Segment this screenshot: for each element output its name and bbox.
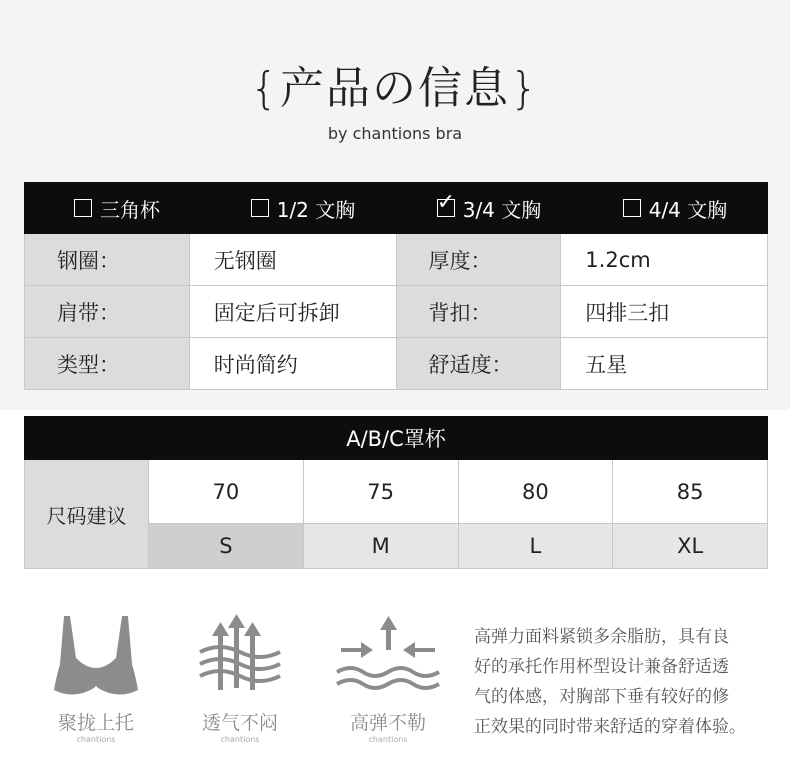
info-label: 厚度： [397, 234, 562, 286]
feature-name: 高弹不勒 [349, 712, 426, 734]
elastic-icon [333, 612, 443, 702]
size-column [149, 460, 304, 569]
cup-option-half[interactable] [210, 182, 396, 234]
size-row-label: 尺码建议 [25, 460, 149, 569]
info-value: 五星 [561, 338, 768, 390]
cup-option-label: 三角杯 [100, 197, 160, 222]
page-subtitle: by chantions bra [327, 124, 463, 143]
band-size: 85 [613, 460, 768, 524]
size-column [304, 460, 459, 569]
breathable-icon [190, 612, 290, 702]
feature-lift [36, 612, 156, 744]
info-label: 钢圈： [25, 234, 190, 286]
description-line: 正效果的同时带来舒适的穿着体验。 [474, 717, 746, 737]
checkbox-icon [251, 199, 269, 217]
info-value: 无钢圈 [190, 234, 397, 286]
feature-brand: chantions [76, 735, 116, 744]
feature-name: 聚拢上托 [57, 712, 134, 734]
letter-size: L [459, 524, 614, 569]
info-label: 肩带： [25, 286, 190, 338]
size-table-header: A/B/C罩杯 [24, 416, 768, 460]
cup-option-label: 1/2 文胸 [276, 197, 356, 222]
info-row [24, 234, 768, 286]
cup-option-triangle[interactable] [24, 182, 210, 234]
info-label: 背扣： [397, 286, 562, 338]
size-column [459, 460, 614, 569]
cup-option-full[interactable] [582, 182, 768, 234]
cup-option-three-quarter[interactable] [396, 182, 582, 234]
band-size: 70 [149, 460, 304, 524]
description-line: 高弹力面料紧锁多余脂肪，具有良 [474, 627, 729, 647]
cup-type-row [24, 182, 768, 234]
info-value: 时尚简约 [190, 338, 397, 390]
info-row [24, 286, 768, 338]
bra-icon [46, 612, 146, 702]
info-row [24, 338, 768, 390]
band-size: 80 [459, 460, 614, 524]
letter-size: XL [613, 524, 768, 569]
size-column [613, 460, 768, 569]
checkbox-icon [74, 199, 92, 217]
product-description [474, 622, 774, 742]
description-line: 好的承托作用杯型设计兼备舒适透 [474, 657, 729, 677]
size-table-body [24, 460, 768, 569]
size-table [24, 416, 768, 569]
band-size: 75 [304, 460, 459, 524]
feature-breathable [180, 612, 300, 744]
checkbox-icon [623, 199, 641, 217]
info-value: 1.2cm [561, 234, 768, 286]
info-value: 固定后可拆卸 [190, 286, 397, 338]
letter-size: S [149, 524, 304, 569]
cup-option-label: 3/4 文胸 [462, 197, 542, 222]
info-label: 舒适度： [397, 338, 562, 390]
product-info-table [24, 182, 768, 390]
cup-option-label: 4/4 文胸 [648, 197, 728, 222]
feature-elastic [328, 612, 448, 744]
info-label: 类型： [25, 338, 190, 390]
feature-name: 透气不闷 [201, 712, 278, 734]
size-columns [149, 460, 768, 569]
feature-brand: chantions [220, 735, 260, 744]
page-title: {产品の信息} [250, 63, 540, 114]
info-value: 四排三扣 [561, 286, 768, 338]
letter-size: M [304, 524, 459, 569]
feature-brand: chantions [368, 735, 408, 744]
description-line: 气的体感，对胸部下垂有较好的修 [474, 687, 729, 707]
checkbox-checked-icon: ✓ [436, 190, 456, 215]
